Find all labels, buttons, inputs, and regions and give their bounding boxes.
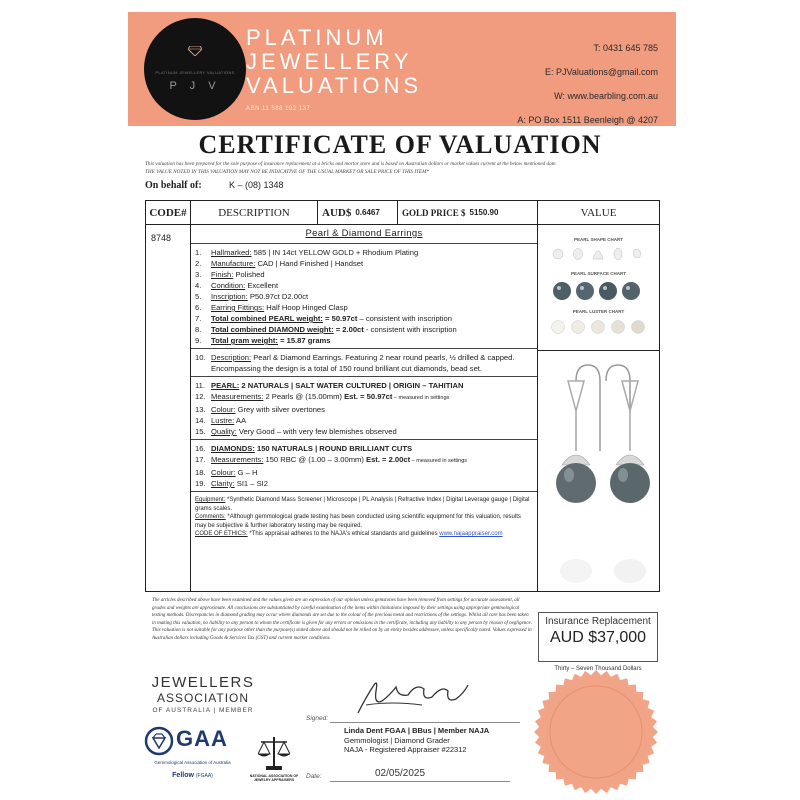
desc-row: 6. Earring Fittings: Half Hoop Hinged Clasp: [195, 303, 348, 312]
contact-address: A: PO Box 1511 Beenleigh @ 4207: [517, 115, 658, 125]
pearl-luster-chart-title: PEARL LUSTER CHART: [572, 309, 625, 314]
aud-rate: 0.6467: [355, 208, 380, 217]
insurance-box: [538, 612, 658, 662]
logo-initials: P J V: [169, 80, 221, 92]
brand-line: VALUATIONS: [246, 73, 423, 98]
gaa-logo: [140, 726, 245, 786]
scales-of-justice-icon: [258, 734, 290, 772]
pearl-shape-chart-title: PEARL SHAPE CHART: [574, 237, 623, 242]
desc-row: 2. Manufacture: CAD | Hand Finished | Handset: [195, 259, 364, 268]
brand-name: [246, 26, 422, 98]
code-column: [146, 225, 191, 591]
pearl-surface-chart-title: PEARL SURFACE CHART: [571, 271, 626, 276]
company-logo: [144, 18, 246, 120]
diamond-section: [191, 439, 537, 491]
intro-text: [145, 160, 665, 176]
valuation-date: 02/05/2025: [375, 768, 426, 779]
embossed-seal: [532, 668, 660, 796]
total-row: 9. Total gram weight: = 15.87 grams: [195, 336, 331, 345]
desc-row: 1. Hallmarked: 585 | IN 14ct YELLOW GOLD + Rhodium Plating: [195, 248, 419, 257]
equipment-note: Equipment: *Synthetic Diamond Mass Screener | Microscope | PL Analysis | Refractive Index | Digital Leverage gauge | Digital grams scales.: [195, 497, 530, 512]
signer-title: Gemmologist | Diamond Grader: [344, 735, 450, 745]
total-row: 8. Total combined DIAMOND weight: = 2.00ct - consistent with inscription: [195, 325, 457, 334]
date-line: [330, 781, 510, 782]
item-code: 8748: [151, 233, 172, 243]
pearl-section: [191, 376, 537, 439]
aud-label: AUD$: [322, 206, 352, 219]
naja-link[interactable]: www.najaappraiser.com: [439, 531, 503, 537]
header-aud: [318, 201, 398, 225]
insurance-amount-words: Thirty – Seven Thousand Dollars: [554, 666, 642, 672]
behalf-label: On behalf of:: [145, 180, 202, 191]
gold-label: GOLD PRICE $: [402, 207, 466, 218]
pearl-luster-chart: [538, 317, 659, 339]
diamond-header-row: 16. DIAMONDS: 150 NATURALS | ROUND BRILLIANT CUTS: [195, 444, 413, 453]
gaa-emblem-icon: [144, 726, 174, 756]
earring-photo: [538, 351, 659, 593]
date-label: Date:: [306, 773, 322, 780]
pearl-header-row: 11. PEARL: 2 NATURALS | SALT WATER CULTURED | ORIGIN – TAHITIAN: [195, 381, 464, 390]
ethics-note: CODE OF ETHICS: *This appraisal adheres to the NAJA's ethical standards and guidelines www.najaappraiser.com: [195, 531, 503, 537]
total-row: 7. Total combined PEARL weight: = 50.97ct – consistent with inscription: [195, 314, 452, 323]
gold-value: 5150.90: [469, 208, 499, 217]
behalf-value: K – (08) 1348: [229, 180, 284, 190]
gaa-name: GAA: [176, 726, 228, 751]
diamond-measure-row: 17. Measurements: 150 RBC @ (1.00 – 3.00mm) Est. = 2.00ct – measured in settings: [195, 455, 468, 464]
pearl-surface-chart: [538, 279, 659, 303]
gaa-fellow: Fellow (FGAA): [172, 772, 213, 779]
diamond-row: 19. Clarity: SI1 – SI2: [195, 479, 268, 488]
pearl-charts: [538, 225, 659, 351]
item-title: Pearl & Diamond Earrings: [305, 228, 423, 239]
naja-logo: [246, 734, 302, 788]
pearl-row: 14. Lustre: AA: [195, 416, 247, 425]
diamond-icon: [188, 46, 202, 56]
pearl-row: 13. Colour: Grey with silver overtones: [195, 405, 325, 414]
contact-website[interactable]: W: www.bearbling.com.au: [554, 91, 658, 101]
signer-name: Linda Dent FGAA | BBus | Member NAJA: [344, 726, 490, 735]
naja-name: NATIONAL ASSOCIATION OF JEWELRY APPRAISERS: [249, 774, 299, 783]
description-column: [191, 225, 538, 591]
desc-row: 10. Description: Pearl & Diamond Earrings. Featuring 2 near round pearls, ½ drilled & capped. Encompassing the design is a total of 150 round brilliant cut diamonds, bead set.: [195, 353, 515, 373]
signer-registration: NAJA - Registered Appraiser #22312: [344, 745, 467, 754]
header-gold-price: [398, 201, 538, 225]
logo-tagline: PLATINUM JEWELLERY VALUATIONS: [155, 70, 235, 75]
header-value: VALUE: [538, 201, 659, 225]
value-column: [538, 225, 659, 591]
pearl-measure-row: 12. Measurements: 2 Pearls @ (15.00mm) Est. = 50.97ct – measured in settings: [195, 392, 450, 401]
brand-line: JEWELLERY: [246, 49, 413, 74]
certificate-title: CERTIFICATE OF VALUATION: [198, 130, 602, 159]
diamond-row: 18. Colour: G – H: [195, 468, 258, 477]
disclaimer-text: The articles described above have been examined and the values given are an expression of our opinion unless gemstones have been removed from settings for accurate assessment, all grades and weights are approximate. All conclusions are substantiated by careful examination of the items within limitations imposed by their settings using appropriate gemmological testing methods. Discrepancies in diamond grading may occur where diamonds are set due to the colour of the precious metal and restrictions of the settings. Whilst all care has been taken in making this valuation, no liability to any person to whom the certificate is given for any errors or omissions in the certificate, including any liability to any person by reason of negligence. This valuation is not suitable for any purpose other than the purpose(s) stated above and should not be relied on by an entity besides addressee, unless specifically noted. Values expressed in Australian dollars including Goods & Services Tax (GST) and current market conditions.: [152, 598, 532, 641]
contact-phone: T: 0431 645 785: [593, 43, 658, 53]
desc-row: 5. Inscription: P50.97ct D2.00ct: [195, 292, 309, 301]
signature-line: [330, 722, 520, 723]
description-section: [191, 348, 537, 376]
desc-row: 4. Condition: Excellent: [195, 281, 279, 290]
header-code: CODE#: [146, 201, 191, 225]
header-description: DESCRIPTION: [191, 201, 318, 225]
gaa-full-name: Gemmological Association of Australia: [154, 760, 231, 765]
ja-line: ASSOCIATION: [156, 691, 250, 705]
valuation-table: [145, 200, 660, 592]
notes-section: [191, 491, 537, 543]
contact-email[interactable]: E: PJValuations@gmail.com: [544, 67, 658, 77]
brand-line: PLATINUM: [246, 25, 388, 50]
pearl-shape-chart: [538, 245, 659, 265]
jewellers-association-logo: [148, 674, 258, 714]
intro-line: This valuation has been prepared for the sole purpose of insurance replacement at a bricks and mortar store and is based on Australian dollars or market values current at the below mentioned date.: [145, 161, 557, 167]
intro-line: THE VALUE NOTED IN THIS VALUATION MAY NOT BE INDICATIVE OF THE USUAL MARKET OR SALE PRICE OF THIS ITEM*: [145, 169, 430, 175]
contact-details: [517, 36, 658, 132]
signed-label: Signed:: [306, 715, 329, 722]
general-section: [191, 243, 537, 348]
ja-line: JEWELLERS: [151, 674, 255, 691]
signer-details: [344, 726, 489, 755]
desc-row: 3. Finish: Polished: [195, 270, 265, 279]
ja-line: OF AUSTRALIA | MEMBER: [152, 707, 254, 714]
comments-note: Comments: *Although gemmological grade testing has been conducted using scientific equipment for this valuation, results may be subjective & further laboratory testing may be required.: [195, 514, 521, 529]
insurance-amount: AUD $37,000: [549, 629, 647, 646]
header-banner: [128, 12, 676, 126]
abn-number: ABN 11 588 192 137: [246, 106, 311, 112]
pearl-earrings-image: [538, 351, 659, 593]
pearl-row: 15. Quality: Very Good – with very few blemishes observed: [195, 427, 397, 436]
handwritten-signature: [352, 675, 472, 719]
insurance-label: Insurance Replacement: [545, 616, 651, 627]
